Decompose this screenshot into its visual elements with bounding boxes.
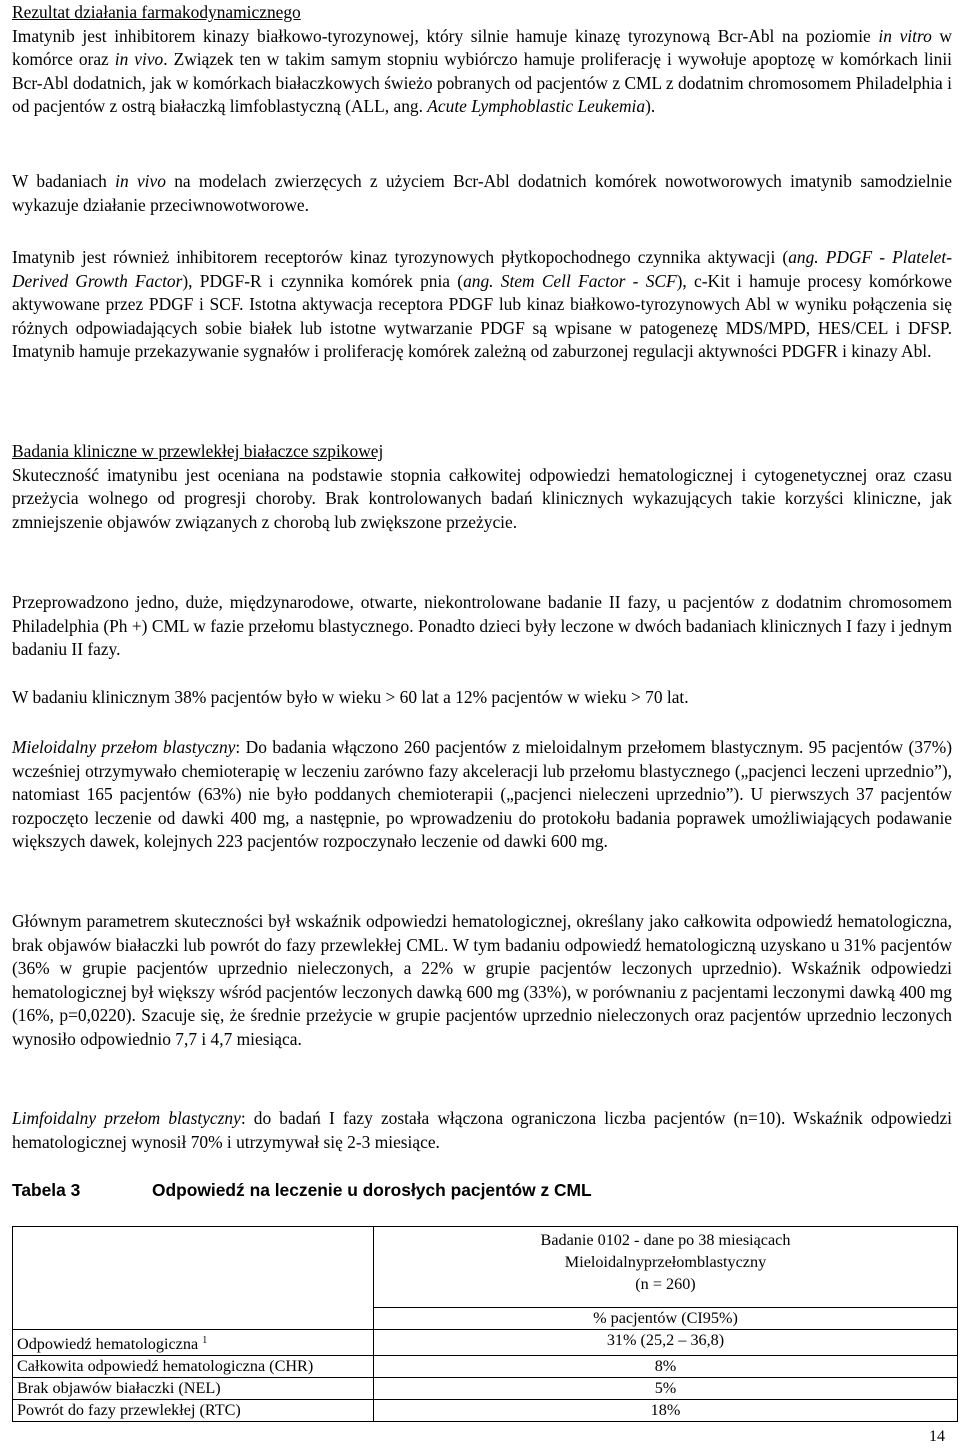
clinical-studies-block — [12, 440, 952, 534]
table-header-line: Badanie 0102 - dane po 38 miesiącach — [540, 1231, 791, 1249]
pharmacodynamics-block — [12, 1, 952, 119]
section-heading-pharmacodynamics: Rezultat działania farmakodynamicznego — [12, 2, 301, 22]
table-title: Odpowiedź na leczenie u dorosłych pacjentów z CML — [152, 1180, 592, 1200]
table-header-cell — [374, 1227, 958, 1308]
paragraph-myeloid-crisis: Mieloidalny przełom blastyczny: Do badania włączono 260 pacjentów z mieloidalnym przełomem blastycznym. 95 pacjentów (37%) wcześniej otrzymywało chemioterapię w leczeniu zarówno fazy akceleracji lub przełomu blastycznego („pacjenci leczeni uprzednio”), natomiast 165 pacjentów (63%) nie było poddanych chemioterapii („pacjenci nieleczeni uprzednio”). U pierwszych 37 pacjentów rozpoczęto leczenie od dawki 400 mg, a następnie, po wprowadzeniu do protokołu badania poprawek umożliwiających podawanie większych dawek, kolejnych 223 pacjentów rozpoczynało leczenie od dawki 600 mg. — [12, 737, 952, 852]
table-row — [13, 1400, 958, 1422]
row-value: 18% — [374, 1400, 958, 1422]
table-header-row — [13, 1227, 958, 1308]
row-label: Całkowita odpowiedź hematologiczna (CHR) — [13, 1356, 374, 1378]
row-label: Brak objawów białaczki (NEL) — [13, 1378, 374, 1400]
table-subheader-cell: % pacjentów (CI95%) — [374, 1308, 958, 1330]
table-row — [13, 1356, 958, 1378]
paragraph-in-vivo: W badaniach in vivo na modelach zwierzęcych z użyciem Bcr-Abl dodatnich komórek nowotworowych imatynib samodzielnie wykazuje działanie przeciwnowotworowe. — [12, 171, 952, 215]
footnote-marker: 1 — [202, 1335, 208, 1346]
table-header-line: Mieloidalnyprzełomblastyczny — [564, 1253, 767, 1271]
table-subheader-row — [13, 1308, 958, 1330]
table-subheader-empty-cell — [13, 1308, 374, 1330]
paragraph-efficacy: Skuteczność imatynibu jest oceniana na podstawie stopnia całkowitej odpowiedzi hematologicznej i cytogenetycznej oraz czasu przeżycia wolnego od progresji choroby. Brak kontrolowanych badań klinicznych wykazujących takie korzyści kliniczne, jak zmniejszenie objawów związanych z chorobą lub zwiększone przeżycie. — [12, 464, 952, 532]
paragraph-primary-endpoint: Głównym parametrem skuteczności był wskaźnik odpowiedzi hematologicznej, określany jako całkowita odpowiedź hematologiczna, brak objawów białaczki lub powrót do fazy przewlekłej CML. W tym badaniu odpowiedź hematologiczną uzyskano u 31% pacjentów (36% w grupie pacjentów uprzednio nieleczonych, a 22% w grupie pacjentów leczonych uprzednio). Wskaźnik odpowiedzi hematologicznej był większy wśród pacjentów leczonych dawką 600 mg (33%), w porównaniu z pacjentami leczonymi dawką 400 mg (16%, p=0,0220). Szacuje się, że średnie przeżycie w grupie pacjentów uprzednio nieleczonych oraz pacjentów uprzednio leczonych wynosiło odpowiednio 7,7 i 4,7 miesiąca. — [12, 911, 952, 1049]
table-header-line: (n = 260) — [635, 1275, 696, 1293]
paragraph-mechanism: Imatynib jest inhibitorem kinazy białkowo-tyrozynowej, który silnie hamuje kinazę tyrozynową Bcr-Abl na poziomie in vitro w komórce oraz in vivo. Związek ten w takim samym stopniu wybiórczo hamuje proliferację i wywołuje apoptozę w komórkach linii Bcr-Abl dodatnich, jak w komórkach białaczkowych świeżo pobranych od pacjentów z CML z dodatnim chromosomem Philadelphia i od pacjentów z ostrą białaczką limfoblastyczną (ALL, ang. Acute Lymphoblastic Leukemia). — [12, 25, 952, 117]
table-row — [13, 1330, 958, 1356]
row-value: 8% — [374, 1356, 958, 1378]
page-number: 14 — [929, 1428, 945, 1445]
paragraph-pdgf: Imatynib jest również inhibitorem receptorów kinaz tyrozynowych płytkopochodnego czynnika aktywacji (ang. PDGF - Platelet-Derived Growth Factor), PDGF-R i czynnika komórek pnia (ang. Stem Cell Factor - SCF), c-Kit i hamuje procesy komórkowe aktywowane przez PDGF i SCF. Istotna aktywacja receptora PDGF lub kinaz białkowo-tyrozynowych Abl w wyniku połączenia się różnych odpowiadających sobie białek lub istotne wytwarzanie PDGF są wpisane w patogenezę MDS/MPD, HES/CEL i DFSP. Imatynib hamuje przekazywanie sygnałów i proliferację komórek zależną od zaburzonej regulacji aktywności PDGFR i kinazy Abl. — [12, 247, 952, 362]
paragraph-lymphoid-crisis: Limfoidalny przełom blastyczny: do badań I fazy została włączona ograniczona liczba pacjentów (n=10). Wskaźnik odpowiedzi hematologicznej wynosił 70% i utrzymywał się 2-3 miesiące. — [12, 1108, 952, 1152]
row-value: 31% (25,2 – 36,8) — [374, 1330, 958, 1356]
paragraph-age: W badaniu klinicznym 38% pacjentów było w wieku > 60 lat a 12% pacjentów w wieku > 70 lat. — [12, 687, 689, 707]
table-row — [13, 1378, 958, 1400]
table-header-empty-cell — [13, 1227, 374, 1308]
row-value: 5% — [374, 1378, 958, 1400]
table-label: Tabela 3 — [12, 1180, 81, 1200]
paragraph-phase2-study: Przeprowadzono jedno, duże, międzynarodowe, otwarte, niekontrolowane badanie II fazy, u pacjentów z dodatnim chromosomem Philadelphia (Ph +) CML w fazie przełomu blastycznego. Ponadto dzieci były leczone w dwóch badaniach klinicznych I fazy i jednym badaniu II fazy. — [12, 592, 952, 660]
row-label: Powrót do fazy przewlekłej (RTC) — [13, 1400, 374, 1422]
section-heading-clinical-studies: Badania kliniczne w przewlekłej białaczce szpikowej — [12, 441, 384, 461]
row-label: Odpowiedź hematologiczna $^1$ — [13, 1330, 374, 1356]
response-table — [12, 1226, 958, 1422]
